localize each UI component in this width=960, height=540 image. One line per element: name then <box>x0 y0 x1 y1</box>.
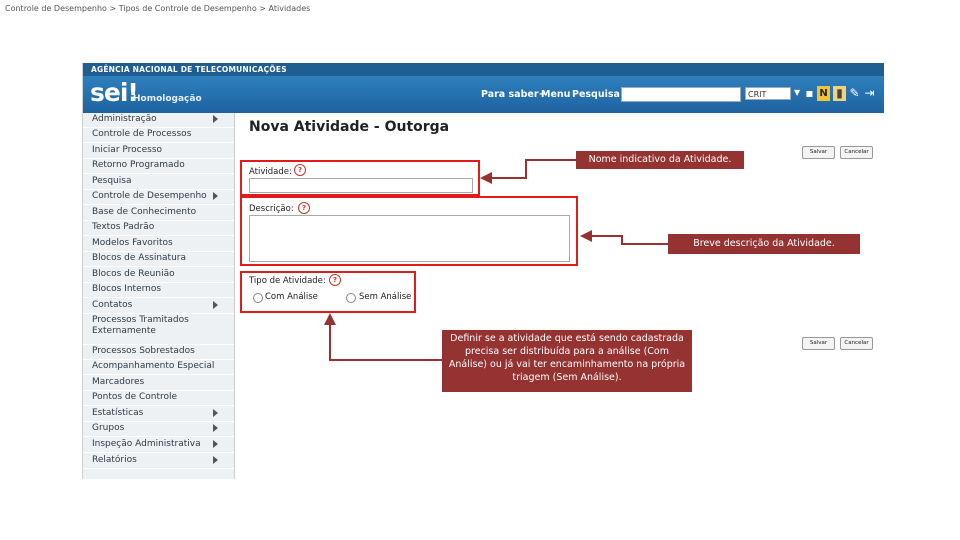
com-analise-label: Com Análise <box>265 292 318 302</box>
chevron-right-icon[interactable] <box>213 424 218 432</box>
tools-icon[interactable]: ✎ <box>849 86 860 100</box>
sidebar-item-label: Grupos <box>92 423 125 433</box>
app-header <box>83 76 884 113</box>
chevron-right-icon[interactable] <box>213 192 218 200</box>
tipo-atividade-label: Tipo de Atividade: <box>249 276 326 286</box>
sidebar-item[interactable] <box>83 299 234 314</box>
descricao-label: Descrição: <box>249 204 294 214</box>
sidebar-item-label: Blocos Internos <box>92 284 162 294</box>
sidebar-item-label: Controle de Processos <box>92 129 192 139</box>
save-button-bottom[interactable]: Salvar <box>802 337 835 350</box>
sem-analise-label: Sem Análise <box>359 292 412 302</box>
sidebar-menu <box>83 113 235 479</box>
sidebar-item[interactable] <box>83 314 234 345</box>
chevron-right-icon[interactable] <box>213 301 218 309</box>
atividade-label: Atividade: <box>249 167 292 177</box>
sei-screenshot <box>82 63 884 479</box>
sidebar-item-label: Blocos de Assinatura <box>92 253 186 263</box>
sidebar-item[interactable] <box>83 175 234 190</box>
sidebar-item-label: Processos Tramitados Externamente <box>92 315 189 336</box>
sidebar-item[interactable] <box>83 345 234 360</box>
sidebar-item[interactable] <box>83 454 234 469</box>
page-title: Nova Atividade - Outorga <box>249 119 450 135</box>
sidebar-item-label: Textos Padrão <box>92 222 155 232</box>
descricao-callout: Breve descrição da Atividade. <box>668 234 860 254</box>
sidebar-item[interactable] <box>83 268 234 283</box>
notification-icon[interactable]: ▪ <box>805 86 814 100</box>
sidebar-item[interactable] <box>83 128 234 143</box>
folder-icon[interactable]: ▮ <box>833 86 846 101</box>
sidebar-item[interactable] <box>83 221 234 236</box>
search-link[interactable]: Pesquisa <box>572 89 620 100</box>
sidebar-item-label: Blocos de Reunião <box>92 269 175 279</box>
sidebar-item[interactable] <box>83 376 234 391</box>
cancel-button[interactable]: Cancelar <box>840 146 873 159</box>
sidebar-item[interactable] <box>83 283 234 298</box>
tipo-callout: Definir se a atividade que está sendo cadastrada precisa ser distribuída para a análise (Com Análise) ou já vai ter encaminhamento na própria triagem (Sem Análise). <box>442 330 692 392</box>
help-icon[interactable]: ? <box>298 202 310 214</box>
sidebar-item[interactable] <box>83 237 234 252</box>
sidebar-item[interactable] <box>83 252 234 267</box>
breadcrumb: Controle de Desempenho > Tipos de Controle de Desempenho > Atividades <box>5 4 311 13</box>
atividade-callout: Nome indicativo da Atividade. <box>576 151 744 169</box>
sidebar-item-label: Modelos Favoritos <box>92 238 173 248</box>
sidebar-item[interactable] <box>83 159 234 174</box>
chevron-right-icon[interactable] <box>213 409 218 417</box>
sidebar-item-label: Pesquisa <box>92 176 132 186</box>
sidebar-item-label: Processos Sobrestados <box>92 346 195 356</box>
para-saber-link[interactable]: Para saber+ <box>481 89 547 100</box>
atividade-highlight <box>240 160 480 196</box>
unit-select[interactable]: CRIT <box>745 87 791 100</box>
chevron-right-icon[interactable] <box>213 115 218 123</box>
sidebar-item[interactable] <box>83 113 234 128</box>
sidebar-item-label: Marcadores <box>92 377 145 387</box>
help-icon[interactable]: ? <box>294 164 306 176</box>
descricao-highlight <box>240 196 578 266</box>
sidebar-item-label: Retorno Programado <box>92 160 185 170</box>
search-input[interactable] <box>621 87 741 102</box>
sidebar-item-label: Pontos de Controle <box>92 392 178 402</box>
help-icon[interactable]: ? <box>329 274 341 286</box>
sidebar-item-label: Iniciar Processo <box>92 145 163 155</box>
sidebar-item-label: Administração <box>92 114 157 124</box>
agency-name: AGÊNCIA NACIONAL DE TELECOMUNICAÇÕES <box>91 65 287 74</box>
environment-label: Homologação <box>133 94 202 104</box>
sei-logo[interactable]: sei! <box>90 78 138 107</box>
sidebar-item-label: Controle de Desempenho <box>92 191 207 201</box>
sidebar-item[interactable] <box>83 422 234 437</box>
chevron-right-icon[interactable] <box>213 456 218 464</box>
sidebar-item[interactable] <box>83 438 234 453</box>
sidebar-item[interactable] <box>83 407 234 422</box>
chevron-right-icon[interactable] <box>213 440 218 448</box>
sidebar-item[interactable] <box>83 190 234 205</box>
sidebar-item-label: Relatórios <box>92 455 137 465</box>
sidebar-item-label: Estatísticas <box>92 408 144 418</box>
save-button[interactable]: Salvar <box>802 146 835 159</box>
sidebar-item[interactable] <box>83 206 234 221</box>
sidebar-item[interactable] <box>83 391 234 406</box>
sidebar-item-label: Inspeção Administrativa <box>92 439 201 449</box>
sidebar-item-label: Contatos <box>92 300 133 310</box>
sidebar-item[interactable] <box>83 360 234 375</box>
sidebar-item-label: Acompanhamento Especial <box>92 361 215 371</box>
exit-icon[interactable]: ⇥ <box>864 86 875 100</box>
agency-bar <box>83 63 884 76</box>
sidebar-item-label: Base de Conhecimento <box>92 207 197 217</box>
sidebar-item[interactable] <box>83 144 234 159</box>
cancel-button-bottom[interactable]: Cancelar <box>840 337 873 350</box>
chevron-down-icon[interactable]: ▼ <box>794 88 801 97</box>
user-icon[interactable]: N <box>817 86 830 101</box>
menu-link[interactable]: Menu <box>541 89 571 100</box>
tipo-highlight <box>240 271 416 313</box>
